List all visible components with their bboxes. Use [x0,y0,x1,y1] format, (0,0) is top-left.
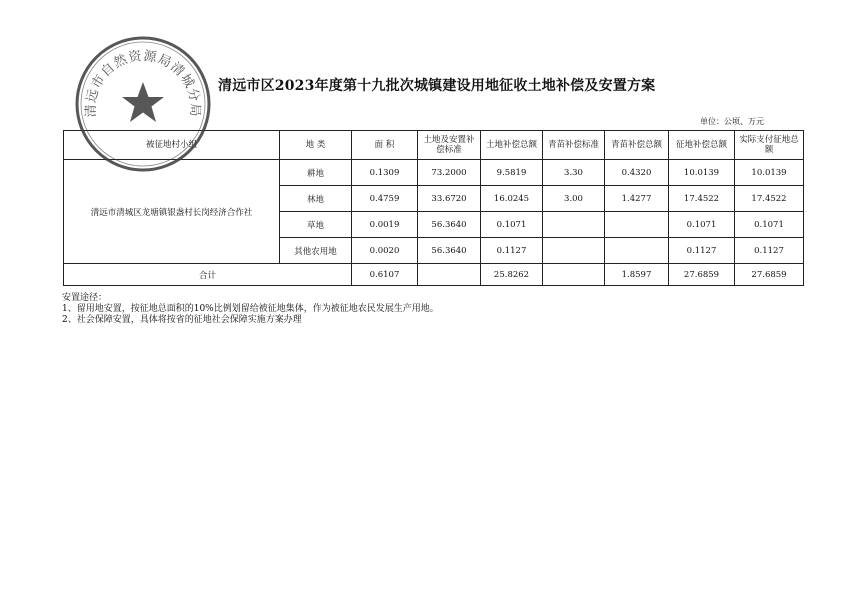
land-total-cell: 0.1127 [481,238,543,264]
header-village: 被征地村小组 [64,131,280,160]
area-cell: 0.1309 [352,160,418,186]
land-type-cell: 耕地 [280,160,352,186]
notes-heading: 安置途径： [62,293,108,303]
crop-total-cell: 0.4320 [605,160,669,186]
area-cell: 0.0020 [352,238,418,264]
compensation-table [63,130,804,286]
header-crop-std: 青苗补偿标准 [543,131,605,160]
crop-std-cell [543,212,605,238]
std-cell: 56.3640 [418,238,481,264]
header-area: 面 积 [352,131,418,160]
table-header-row [64,131,804,160]
actual-total-cell: 0.1127 [735,238,804,264]
header-crop-total: 青苗补偿总额 [605,131,669,160]
land-total-cell: 0.1071 [481,212,543,238]
crop-total-cell [605,212,669,238]
resettlement-notes [62,293,439,326]
land-type-cell: 草地 [280,212,352,238]
total-std-empty [418,264,481,286]
fee-total-cell: 10.0139 [669,160,735,186]
notes-item-1: 1、留用地安置，按征地总面积的10%比例划留给被征地集体，作为被征地农民发展生产用地。 [62,304,439,314]
document-title: 清远市区2023年度第十九批次城镇建设用地征收土地补偿及安置方案 [218,78,656,94]
seal-star-icon [122,82,164,122]
total-label: 合计 [64,264,352,286]
header-std: 土地及安置补偿标准 [418,131,481,160]
table-row [64,160,804,186]
unit-label: 单位：公顷、万元 [700,117,764,126]
actual-total-cell: 17.4522 [735,186,804,212]
fee-total-cell: 0.1127 [669,238,735,264]
area-cell: 0.0019 [352,212,418,238]
crop-std-cell: 3.30 [543,160,605,186]
total-land-total: 25.8262 [481,264,543,286]
area-cell: 0.4759 [352,186,418,212]
notes-item-2: 2、社会保障安置，具体将按省的征地社会保障实施方案办理 [62,315,302,325]
land-total-cell: 9.5819 [481,160,543,186]
std-cell: 73.2000 [418,160,481,186]
fee-total-cell: 0.1071 [669,212,735,238]
seal-text: 清远市自然资源局清城分局 [83,48,203,118]
village-name-cell: 清远市清城区龙塘镇银盏村长岗经济合作社 [64,160,280,264]
land-type-cell: 林地 [280,186,352,212]
land-total-cell: 16.0245 [481,186,543,212]
crop-total-cell [605,238,669,264]
header-land-type: 地 类 [280,131,352,160]
header-fee-total: 征地补偿总额 [669,131,735,160]
crop-std-cell [543,238,605,264]
crop-total-cell: 1.4277 [605,186,669,212]
table-total-row [64,264,804,286]
total-area: 0.6107 [352,264,418,286]
std-cell: 56.3640 [418,212,481,238]
actual-total-cell: 0.1071 [735,212,804,238]
total-crop-std-empty [543,264,605,286]
std-cell: 33.6720 [418,186,481,212]
total-crop-total: 1.8597 [605,264,669,286]
crop-std-cell: 3.00 [543,186,605,212]
fee-total-cell: 17.4522 [669,186,735,212]
land-type-cell: 其他农用地 [280,238,352,264]
total-actual-total: 27.6859 [735,264,804,286]
header-actual-total: 实际支付征地总额 [735,131,804,160]
svg-text:清远市自然资源局清城分局 [83,48,202,118]
actual-total-cell: 10.0139 [735,160,804,186]
total-fee-total: 27.6859 [669,264,735,286]
header-land-total: 土地补偿总额 [481,131,543,160]
